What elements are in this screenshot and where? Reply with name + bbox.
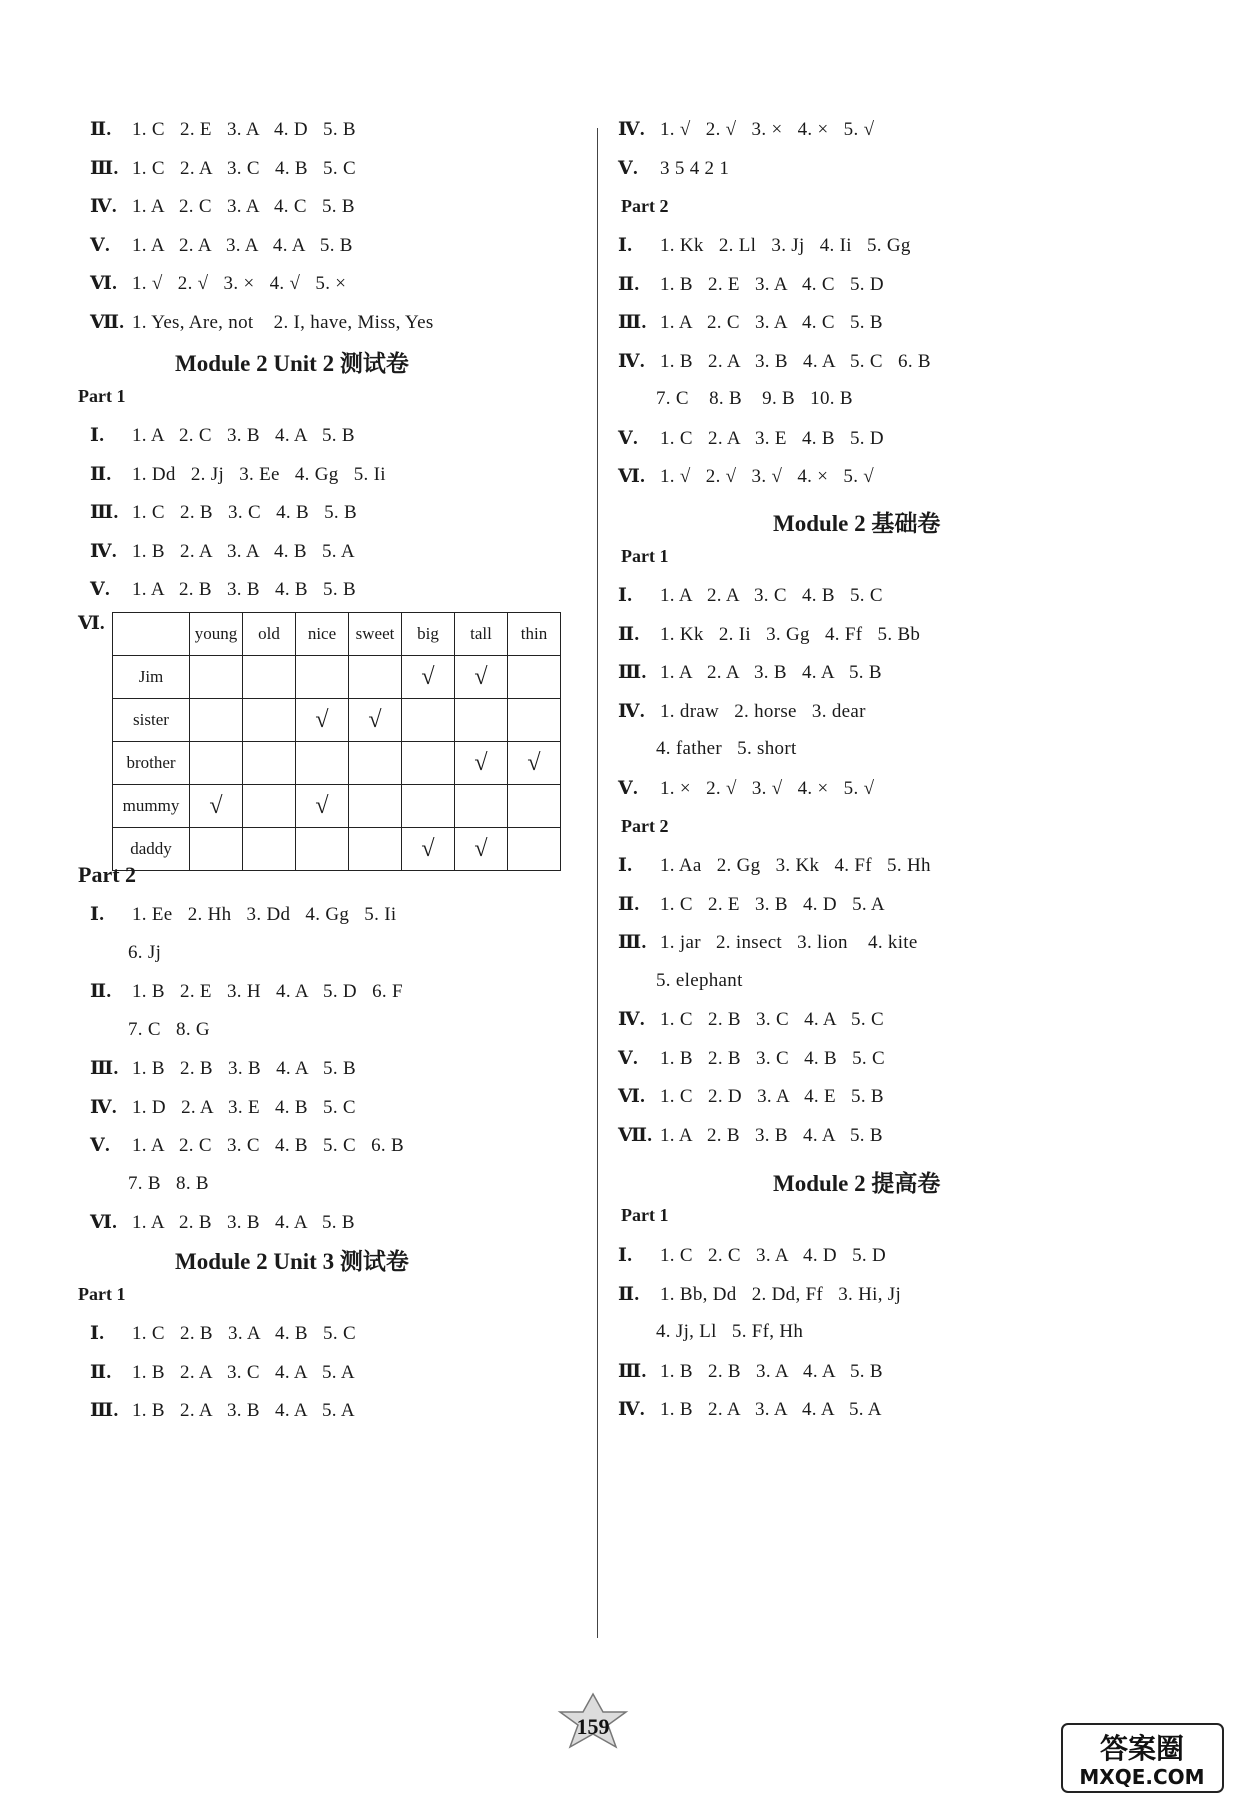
section-heading: Module 2 Unit 3 测试卷 [175,1249,409,1274]
part-label: Part 2 [78,862,137,887]
answer-line [90,1096,356,1119]
table-cell: √ [190,785,243,828]
question-numeral: Ⅳ. [618,1009,645,1030]
section-heading: Module 2 Unit 2 测试卷 [175,351,409,376]
answer-line [618,1085,884,1108]
table-cell [349,785,402,828]
answer-text: 1. B 2. B 3. B 4. A 5. B [132,1058,356,1079]
table-cell [508,656,561,699]
answer-text: 1. Kk 2. Ll 3. Jj 4. Ii 5. Gg [660,235,911,256]
table-cell [402,785,455,828]
answer-line [90,234,353,257]
table-cell: √ [402,828,455,871]
question-numeral: Ⅱ. [618,623,640,645]
table-cell [243,785,296,828]
table-column-header: nice [296,613,349,656]
table-cell: √ [508,742,561,785]
answer-line [618,661,882,684]
answer-text: 1. √ 2. √ 3. √ 4. × 5. √ [660,466,875,487]
table-cell [455,699,508,742]
answer-text: 1. A 2. C 3. B 4. A 5. B [132,425,355,446]
question-numeral: Ⅱ. [90,1361,112,1383]
question-numeral: Ⅶ. [618,1124,653,1146]
question-numeral: Ⅱ. [90,463,112,485]
question-numeral: Ⅰ. [618,585,633,606]
table-row-header: Jim [113,656,190,699]
answer-line [618,700,866,723]
question-numeral: Ⅲ. [90,1400,119,1421]
answer-text: 1. √ 2. √ 3. × 4. √ 5. × [132,273,347,294]
answer-text: 1. B 2. B 3. C 4. B 5. C [660,1047,885,1069]
answer-text: 1. B 2. A 3. B 4. A 5. A [132,1400,355,1421]
answer-text: 1. A 2. C 3. C 4. B 5. C 6. B [132,1135,404,1156]
answer-text: 1. A 2. B 3. B 4. A 5. B [660,1124,883,1146]
question-numeral: Ⅴ. [618,157,639,179]
table-column-header: thin [508,613,561,656]
answer-line [90,1134,404,1157]
answer-text: 1. B 2. E 3. H 4. A 5. D 6. F [132,981,403,1002]
page-number: 159 [576,1714,610,1739]
question-numeral: Ⅴ. [90,234,111,256]
answer-text: 1. A 2. B 3. B 4. B 5. B [132,579,356,600]
answer-text: 1. A 2. A 3. B 4. A 5. B [660,662,882,683]
question-numeral: Ⅳ. [618,700,645,722]
answer-text: 4. father 5. short [656,738,797,759]
section-heading: Module 2 基础卷 [773,511,941,536]
table-row-header: mummy [113,785,190,828]
question-numeral: Ⅱ. [618,893,640,915]
answer-line [618,118,874,141]
answer-line [90,578,356,601]
question-numeral: Ⅲ. [90,1058,119,1079]
answer-line [618,1360,883,1383]
table-cell [190,656,243,699]
answer-line [90,980,403,1003]
question-numeral: Ⅰ. [90,425,105,446]
answer-line [90,1399,355,1422]
answer-text: 1. C 2. B 3. A 4. B 5. C [132,1323,356,1344]
question-numeral: Ⅴ. [90,579,111,600]
question-numeral: Ⅲ. [90,502,119,523]
table-cell [349,742,402,785]
question-numeral: Ⅵ. [90,1212,118,1233]
table-cell: √ [349,699,402,742]
table-cell [508,699,561,742]
answer-line [90,311,434,334]
table-cell [190,699,243,742]
question-numeral: Ⅳ. [90,1096,117,1118]
question-numeral: Ⅱ. [618,1283,640,1305]
part-label: Part 2 [621,196,669,216]
answer-line [618,1008,884,1031]
answer-text: 7. C 8. B 9. B 10. B [656,388,853,409]
answer-line [90,1057,356,1080]
table-cell [508,828,561,871]
question-numeral: Ⅴ. [618,777,639,799]
question-numeral: Ⅲ. [618,662,647,683]
table-row-header: daddy [113,828,190,871]
answer-line [618,584,883,607]
answer-text: 5. elephant [656,969,743,991]
answer-text: 1. Yes, Are, not 2. I, have, Miss, Yes [132,311,434,333]
answer-line [618,1124,883,1147]
column-divider [597,128,598,1638]
answer-text: 1. Aa 2. Gg 3. Kk 4. Ff 5. Hh [660,855,931,876]
table-label: Ⅵ. [78,613,105,634]
table-column-header: tall [455,613,508,656]
table-cell [243,742,296,785]
table-cell [296,656,349,699]
answer-text: 7. B 8. B [128,1172,209,1194]
adjective-table [112,612,561,871]
question-numeral: Ⅳ. [618,119,645,140]
table-cell [455,785,508,828]
table-cell [349,828,402,871]
answer-text: 1. B 2. A 3. B 4. A 5. C 6. B [660,350,931,372]
answer-text: 1. Ee 2. Hh 3. Dd 4. Gg 5. Ii [132,904,397,925]
table-cell [296,828,349,871]
question-numeral: Ⅵ. [618,1086,646,1107]
answer-line [128,1173,209,1195]
answer-text: 1. Bb, Dd 2. Dd, Ff 3. Hi, Jj [660,1283,902,1305]
table-column-header: young [190,613,243,656]
question-numeral: Ⅰ. [618,855,633,876]
answer-line [618,1047,885,1070]
answer-line [90,463,386,486]
answer-line [618,427,884,450]
table-cell: √ [455,656,508,699]
answer-text: 1. C 2. B 3. C 4. A 5. C [660,1009,884,1030]
table-row [113,742,561,785]
answer-line [618,854,931,877]
answer-line [128,1019,210,1041]
answer-line [618,273,884,296]
answer-text: 1. A 2. C 3. A 4. C 5. B [132,196,355,217]
table-cell [508,785,561,828]
part-label: Part 1 [78,386,126,406]
answer-text: 1. A 2. A 3. C 4. B 5. C [660,585,883,606]
table-cell [190,828,243,871]
answer-text: 1. C 2. E 3. B 4. D 5. A [660,893,885,915]
question-numeral: Ⅰ. [90,904,105,925]
answer-text: 1. √ 2. √ 3. × 4. × 5. √ [660,119,875,140]
answer-line [618,350,931,373]
question-numeral: Ⅲ. [90,157,119,179]
table-row-header: brother [113,742,190,785]
table-cell [243,656,296,699]
answer-line [128,942,161,964]
question-numeral: Ⅲ. [618,932,647,953]
table-column-header: old [243,613,296,656]
table-cell [402,742,455,785]
watermark-bottom: MXQE.COM [1079,1765,1205,1789]
answer-line [618,1398,882,1421]
question-numeral: Ⅳ. [90,540,117,562]
answer-line [90,540,355,563]
question-numeral: Ⅵ. [618,466,646,487]
question-numeral: Ⅳ. [618,1399,645,1420]
watermark-logo [1060,1722,1225,1794]
table-row [113,656,561,699]
question-numeral: Ⅴ. [90,1135,111,1156]
question-numeral: Ⅲ. [618,1360,647,1382]
answer-text: 1. C 2. A 3. C 4. B 5. C [132,157,356,179]
answer-text: 1. B 2. A 3. A 4. A 5. A [660,1399,882,1420]
section-heading: Module 2 提高卷 [773,1171,941,1196]
question-numeral: Ⅳ. [618,350,645,372]
answer-line [618,1283,901,1306]
answer-text: 3 5 4 2 1 [660,157,730,179]
table-cell: √ [455,828,508,871]
answer-line [618,893,885,916]
answer-line [90,1361,355,1384]
answer-text: 1. draw 2. horse 3. dear [660,700,866,722]
answer-line [618,623,920,646]
table-column-header: big [402,613,455,656]
table-corner [113,613,190,656]
answer-text: 1. jar 2. insect 3. lion 4. kite [660,932,918,953]
answer-line [90,1211,355,1234]
table-cell [349,656,402,699]
answer-line [618,1244,886,1267]
answer-text: 1. × 2. √ 3. √ 4. × 5. √ [660,777,875,799]
answer-line [618,931,918,954]
answer-text: 1. A 2. B 3. B 4. A 5. B [132,1212,355,1233]
answer-text: 1. A 2. C 3. A 4. C 5. B [660,312,883,333]
table-cell [296,742,349,785]
table-column-header: sweet [349,613,402,656]
table-row-header: sister [113,699,190,742]
answer-line [90,272,346,295]
answer-text: 7. C 8. G [128,1018,210,1040]
answer-line [656,738,797,760]
answer-text: 1. C 2. D 3. A 4. E 5. B [660,1086,884,1107]
table-cell: √ [402,656,455,699]
question-numeral: Ⅴ. [618,1047,639,1069]
question-numeral: Ⅰ. [90,1323,105,1344]
part-label: Part 1 [78,1284,126,1304]
answer-line [618,157,729,180]
answer-line [90,903,396,926]
table-cell [402,699,455,742]
question-numeral: Ⅱ. [90,119,112,140]
answer-line [618,465,874,488]
answer-text: 6. Jj [128,941,162,963]
part-label: Part 2 [621,816,669,836]
part-label: Part 1 [621,546,669,566]
answer-line [618,234,911,257]
question-numeral: Ⅴ. [618,427,639,449]
question-numeral: Ⅳ. [90,196,117,217]
answer-text: 1. B 2. A 3. C 4. A 5. A [132,1361,355,1383]
answer-text: 1. C 2. E 3. A 4. D 5. B [132,119,356,140]
answer-text: 1. C 2. A 3. E 4. B 5. D [660,427,884,449]
watermark-top: 答案圈 [1099,1732,1185,1765]
question-numeral: Ⅲ. [618,312,647,333]
table-row [113,828,561,871]
answer-line [90,157,356,180]
answer-text: 1. C 2. C 3. A 4. D 5. D [660,1245,887,1266]
answer-line [90,195,355,218]
answer-line [656,970,743,992]
question-numeral: Ⅵ. [90,273,118,294]
answer-line [90,424,355,447]
answer-line [90,501,357,524]
table-row [113,785,561,828]
question-numeral: Ⅰ. [618,1245,633,1266]
answer-line [618,311,883,334]
page-number-badge [548,1692,638,1752]
answer-text: 1. C 2. B 3. C 4. B 5. B [132,502,357,523]
table-row [113,699,561,742]
answer-line [90,118,356,141]
table-cell: √ [455,742,508,785]
answer-text: 4. Jj, Ll 5. Ff, Hh [656,1321,804,1342]
answer-text: 1. B 2. A 3. A 4. B 5. A [132,540,355,562]
answer-text: 1. B 2. E 3. A 4. C 5. D [660,273,884,295]
answer-text: 1. A 2. A 3. A 4. A 5. B [132,234,353,256]
part-label: Part 1 [621,1205,669,1225]
table-cell: √ [296,785,349,828]
answer-text: 1. Dd 2. Jj 3. Ee 4. Gg 5. Ii [132,463,386,485]
answer-text: 1. D 2. A 3. E 4. B 5. C [132,1096,356,1118]
table-cell [190,742,243,785]
answer-line [656,388,853,410]
table-cell [243,828,296,871]
question-numeral: Ⅱ. [618,273,640,295]
table-cell [243,699,296,742]
table-cell: √ [296,699,349,742]
answer-text: 1. Kk 2. Ii 3. Gg 4. Ff 5. Bb [660,623,921,645]
question-numeral: Ⅰ. [618,235,633,256]
question-numeral: Ⅶ. [90,311,125,333]
answer-line [618,777,874,800]
answer-text: 1. B 2. B 3. A 4. A 5. B [660,1360,883,1382]
answer-line [90,1322,356,1345]
question-numeral: Ⅱ. [90,981,112,1002]
answer-line [656,1321,803,1343]
